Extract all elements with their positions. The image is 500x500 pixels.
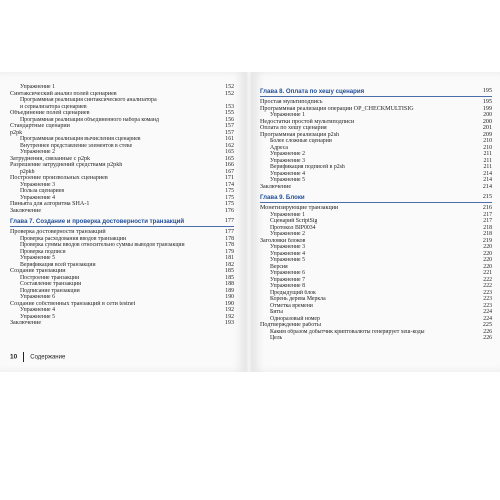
toc-entry-title: Упражнение 4	[270, 250, 305, 257]
toc-left	[10, 84, 234, 327]
toc-entry-title: Протокол BIP0034	[270, 224, 316, 231]
toc-entry-title: Заголовки блоков	[260, 237, 306, 244]
toc-entry-page: 167	[225, 168, 234, 175]
toc-entry-title: Верификация подписей в p2sh	[270, 164, 345, 170]
toc-entry-title: Программная реализация вычисления сценариев	[20, 136, 141, 142]
toc-entry-page: 157	[224, 129, 234, 136]
toc-entry-title: Цель	[270, 335, 283, 341]
toc-entry-page: 171	[224, 175, 234, 181]
toc-entry-page: 224	[483, 315, 492, 322]
toc-entry-page: 190	[225, 294, 234, 300]
toc-entry-page: 222	[483, 276, 492, 283]
toc-subsection	[260, 335, 492, 342]
toc-entry-page: 195	[482, 88, 492, 94]
toc-entry-title: Глава 8. Оплата по хешу сценария	[260, 88, 365, 95]
chapter-heading	[260, 87, 492, 97]
toc-entry-title: Программная реализация объединенного набора команд	[20, 116, 159, 123]
toc-entry-page: 178	[225, 235, 234, 242]
left-page	[0, 72, 246, 372]
toc-entry-title: Упражнение 5	[20, 255, 55, 261]
toc-entry-page: 195	[482, 99, 492, 105]
toc-entry-title: Упражнение 8	[270, 283, 305, 289]
toc-entry-page: 156	[225, 116, 234, 123]
toc-entry-title: Разрешение затруднений средствами p2pkh	[10, 162, 123, 168]
toc-entry-title: p2pk	[10, 129, 23, 136]
toc-entry-page: 152	[225, 84, 234, 90]
toc-entry-page: 210	[483, 144, 492, 151]
toc-entry-page: 220	[483, 257, 492, 263]
footer-divider	[23, 352, 24, 362]
toc-entry-title: Версия	[270, 263, 288, 270]
toc-entry-title: Упражнение 2	[20, 149, 55, 155]
toc-entry-title: Программная реализация синтаксического анализатора	[20, 97, 157, 103]
toc-entry-title: Синтаксический анализ полей сценариев	[10, 90, 117, 97]
toc-entry-page: 182	[225, 261, 234, 268]
toc-entry-page: 223	[483, 296, 492, 302]
toc-entry-title: Оплата по хешу сценария	[260, 125, 327, 131]
toc-entry-title: Сценарий ScriptSig	[270, 218, 318, 224]
toc-section	[260, 184, 492, 191]
toc-entry-page: 223	[483, 302, 492, 309]
toc-entry-page: 211	[483, 164, 492, 170]
toc-entry-page: 226	[483, 328, 492, 335]
toc-entry-page: 217	[483, 211, 492, 218]
right-page	[252, 72, 500, 372]
toc-entry-title: Пиньята для алгоритма SHA-1	[10, 201, 90, 207]
toc-entry-title: Недостатки простой мультиподписи	[260, 118, 355, 125]
toc-entry-page: 190	[224, 300, 234, 307]
toc-entry-title: Упражнение 5	[20, 313, 55, 320]
chapter-rule	[260, 96, 492, 97]
toc-entry-title: Стандартные сценарии	[10, 123, 70, 129]
toc-entry-title: Проверка достоверности транзакций	[10, 229, 106, 235]
toc-entry-page: 175	[225, 194, 234, 201]
toc-entry-page: 226	[483, 335, 492, 341]
toc-right	[260, 84, 492, 342]
toc-entry-title: Упражнение 2	[270, 231, 305, 237]
page-footer	[10, 352, 65, 362]
toc-entry-page: 221	[483, 270, 492, 276]
toc-entry-page: 216	[482, 205, 492, 211]
toc-entry-title: Упражнение 1	[20, 84, 55, 90]
toc-entry-page: 199	[482, 105, 492, 112]
toc-entry-title: Подтверждение работы	[260, 322, 321, 328]
toc-entry-title: Проверка подписи	[20, 248, 66, 255]
toc-entry-page: 185	[224, 268, 234, 274]
toc-entry-title: Проверка суммы вводов относительно суммы выводов транзакции	[20, 242, 185, 248]
toc-entry-page: 189	[225, 287, 234, 294]
toc-entry-title: Упражнение 1	[270, 112, 305, 118]
toc-entry-page: 165	[225, 149, 234, 155]
toc-entry-title: Построение транзакции	[20, 274, 80, 281]
toc-entry-title: Упражнение 4	[20, 307, 55, 313]
toc-entry-page: 166	[224, 162, 234, 168]
toc-entry-page: 192	[225, 313, 234, 320]
toc-entry-page: 217	[483, 218, 492, 224]
toc-entry-title: Монетизирующие транзакции	[260, 205, 339, 211]
toc-entry-title: Польза сценариев	[20, 188, 65, 194]
toc-entry-title: Создание собственных транзакций в сети testnet	[10, 300, 136, 307]
toc-entry-title: Заключение	[10, 207, 42, 214]
toc-section	[10, 208, 234, 215]
toc-entry-title: Построение произвольных сценариев	[10, 175, 108, 181]
toc-entry-title: Упражнение 7	[270, 276, 305, 283]
toc-entry-page: 214	[483, 170, 492, 177]
toc-entry-page: 220	[483, 263, 492, 270]
toc-entry-page: 162	[225, 142, 234, 149]
toc-entry-page: 224	[483, 309, 492, 315]
toc-entry-title: Программная реализация p2sh	[260, 131, 340, 138]
toc-entry-title: и сериализатора сценариев	[20, 103, 87, 110]
toc-entry-page: 200	[482, 118, 492, 125]
toc-entry-title: Одноразовый номер	[270, 315, 320, 322]
toc-entry-title: p2pkh	[20, 168, 35, 175]
toc-entry-title: Упражнение 5	[270, 257, 305, 263]
toc-entry-page: 201	[482, 125, 492, 131]
toc-entry-page: 157	[224, 123, 234, 129]
toc-entry-page: 179	[225, 248, 234, 255]
toc-entry-page: 218	[483, 224, 492, 231]
toc-entry-page: 175	[225, 188, 234, 194]
toc-entry-page: 188	[225, 281, 234, 287]
toc-entry-title: Упражнение 3	[270, 157, 305, 164]
toc-entry-title: Объединение полей сценариев	[10, 110, 90, 116]
toc-entry-page: 176	[224, 207, 234, 214]
toc-entry-page: 223	[483, 289, 492, 296]
toc-entry-page: 177	[224, 218, 234, 224]
toc-entry-page: 161	[225, 136, 234, 142]
toc-section	[10, 320, 234, 327]
toc-entry-title: Создание транзакции	[10, 268, 66, 274]
toc-entry-title: Отметка времени	[270, 302, 313, 309]
toc-entry-title: Предыдущий блок	[270, 289, 316, 296]
toc-entry-title: Программная реализация операции OP_CHECKMULTISIG	[260, 105, 414, 112]
toc-entry-page: 181	[225, 255, 234, 261]
toc-entry-title: Упражнение 6	[270, 270, 305, 276]
toc-entry-title: Глава 7. Создание и проверка достоверности транзакций	[10, 218, 185, 225]
toc-entry-page: 185	[225, 274, 234, 281]
toc-entry-title: Глава 9. Блоки	[260, 194, 305, 201]
toc-entry-title: Корень дерева Меркла	[270, 296, 326, 302]
toc-entry-title: Подписание транзакции	[20, 287, 80, 294]
toc-entry-title: Адреса	[270, 144, 288, 151]
toc-entry-title: Составление транзакции	[20, 281, 82, 287]
toc-entry-title: Заключение	[260, 183, 292, 190]
toc-entry-page: 152	[224, 90, 234, 97]
toc-entry-page: 178	[225, 242, 234, 248]
toc-entry-title: Верификация всей транзакции	[20, 261, 96, 268]
toc-entry-page: 214	[482, 183, 492, 190]
toc-entry-page: 211	[483, 157, 492, 164]
toc-entry-page: 214	[483, 177, 492, 183]
toc-entry-page: 220	[483, 250, 492, 257]
toc-entry-page: 210	[483, 138, 492, 144]
toc-entry-title: Упражнение 6	[20, 294, 55, 300]
toc-entry-title: Упражнение 5	[270, 177, 305, 183]
toc-entry-page: 192	[225, 307, 234, 313]
toc-entry-page: 219	[482, 237, 492, 244]
page-number: 10	[10, 353, 18, 361]
toc-entry-page: 222	[483, 283, 492, 289]
toc-entry-page: 174	[225, 181, 234, 188]
toc-entry-page: 211	[483, 151, 492, 157]
toc-entry-page: 165	[224, 155, 234, 162]
toc-entry-page: 220	[483, 244, 492, 250]
toc-entry-title: Затруднения, связанные с p2pk	[10, 155, 91, 162]
toc-entry-title: Каким образом добытчик криптовалюты генерирует хеш-коды	[270, 328, 425, 335]
toc-entry-title: Упражнение 3	[270, 244, 305, 250]
toc-entry-page: 177	[224, 229, 234, 235]
toc-entry-title: Упражнение 4	[270, 170, 305, 177]
toc-entry-page: 153	[225, 103, 234, 110]
toc-entry-page: 225	[482, 322, 492, 328]
toc-entry-title: Упражнение 1	[270, 211, 305, 218]
toc-entry-title: Упражнение 2	[270, 151, 305, 157]
toc-entry-page: 209	[482, 131, 492, 138]
toc-entry-title: Более сложные сценарии	[270, 138, 332, 144]
toc-entry-title: Простая мультиподпись	[260, 99, 323, 105]
toc-entry-title: Заключение	[10, 320, 42, 326]
toc-entry-title: Биты	[270, 309, 283, 315]
toc-entry-title: Упражнение 4	[20, 194, 55, 201]
chapter-heading	[10, 217, 234, 227]
chapter-rule	[260, 202, 492, 203]
chapter-rule	[10, 226, 234, 227]
toc-entry-page: 175	[224, 201, 234, 207]
toc-entry-page: 215	[482, 194, 492, 200]
toc-entry-title: Упражнение 3	[20, 181, 55, 188]
toc-entry-page: 218	[483, 231, 492, 237]
toc-entry-page: 155	[224, 110, 234, 116]
toc-entry-title: Внутреннее представление элементов в стеке	[20, 142, 133, 149]
chapter-heading	[260, 193, 492, 203]
toc-entry-page: 200	[483, 112, 492, 118]
book-spread	[0, 72, 500, 372]
toc-entry-page: 193	[224, 320, 234, 326]
running-head: Содержание	[30, 354, 66, 361]
toc-entry-title: Проверка расходования вводов транзакции	[20, 235, 127, 242]
